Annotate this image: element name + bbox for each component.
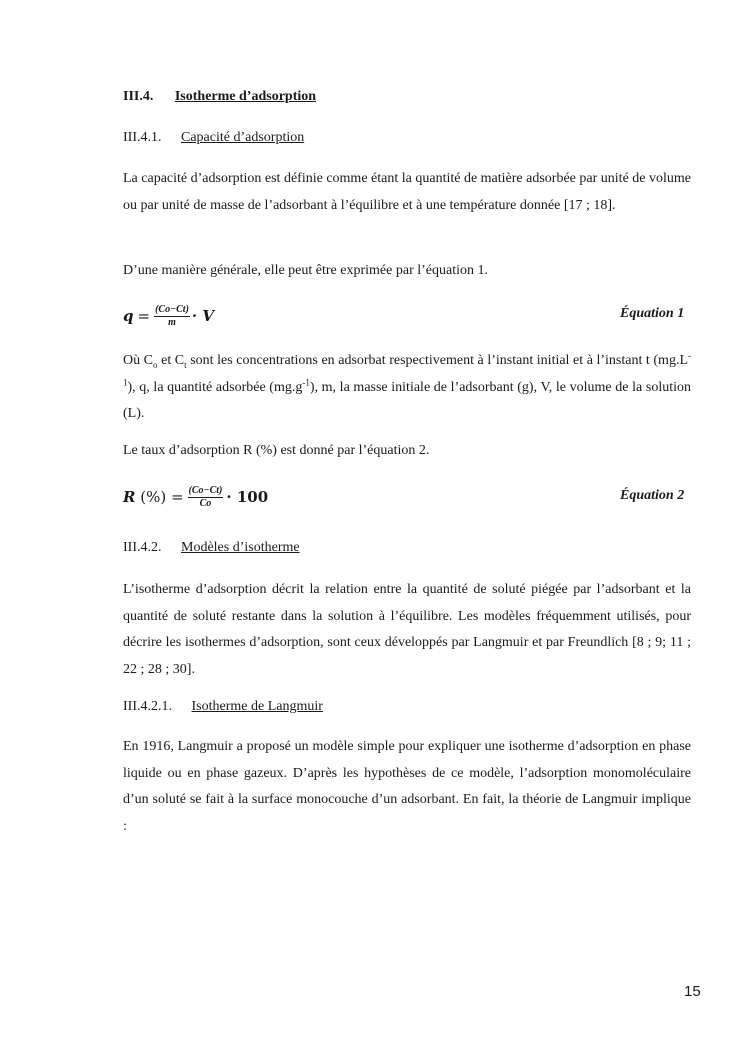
eq1-lhs: q	[123, 307, 134, 325]
paragraph-equation-intro: D’une manière générale, elle peut être exprimée par l’équation 1.	[123, 263, 488, 278]
var-sub-o: o	[153, 359, 158, 370]
equation-2	[123, 478, 268, 516]
var-text-d: ), q, la quantité adsorbée (mg.g	[127, 379, 303, 395]
paragraph-capacity-definition: La capacité d’adsorption est définie comme étant la quantité de matière adsorbée par unité de volume ou par unité de masse de l’adsorbant à l’équilibre et à une température donnée [17 ; 18].	[123, 171, 691, 213]
var-text-e: ), m, la masse initiale de l’adsorbant (g), V, le volume de la solution (L).	[123, 379, 691, 421]
eq2-numerator: (Co−Ct)	[188, 484, 223, 496]
subsection-title-2: Modèles d’isotherme	[181, 540, 300, 555]
var-sub-t: t	[184, 359, 187, 370]
eq1-equals: =	[137, 307, 151, 325]
subsection-title-1: Capacité d’adsorption	[181, 130, 305, 145]
var-text-b: et C	[157, 353, 185, 368]
subsection-number-2: III.4.2.	[123, 540, 162, 555]
eq1-rhs: · V	[191, 307, 215, 325]
section-heading	[123, 84, 316, 111]
equation-2-label: Équation 2	[620, 488, 685, 503]
subsubsection-heading	[123, 694, 323, 721]
eq1-denominator: m	[168, 316, 176, 328]
eq1-fraction	[154, 304, 190, 329]
paragraph-rate-intro: Le taux d’adsorption R (%) est donné par l’équation 2.	[123, 443, 430, 458]
page-number: 15	[684, 983, 701, 1000]
section-number: III.4.	[123, 89, 154, 104]
var-sup-2: -1	[302, 376, 310, 387]
paragraph-variables	[123, 348, 691, 428]
subsubsection-number: III.4.2.1.	[123, 699, 172, 714]
subsubsection-title: Isotherme de Langmuir	[191, 699, 323, 714]
var-sup-1: -1	[123, 350, 692, 387]
eq1-numerator: (Co−Ct)	[155, 303, 189, 315]
equation-1	[123, 298, 214, 334]
eq2-lhs: R	[123, 488, 136, 506]
section-title: Isotherme d’adsorption	[174, 89, 317, 104]
eq2-percent: (%)	[135, 488, 171, 506]
equation-1-label: Équation 1	[620, 306, 685, 321]
eq2-rhs: · 100	[226, 488, 269, 506]
subsection-number-1: III.4.1.	[123, 130, 162, 145]
eq2-fraction	[188, 485, 224, 510]
var-text-c: sont les concentrations en adsorbat respectivement à l’instant initial et à l’instant t (mg.L	[186, 353, 689, 368]
var-text-a: Où C	[123, 353, 154, 368]
paragraph-isotherm-models: L’isotherme d’adsorption décrit la relation entre la quantité de soluté piégée par l’adsorbant et la quantité de soluté restante dans la solution à l’équilibre. Les modèles fréquemment utilisés, pour décrire les isothermes d’adsorption, sont ceux développés par Langmuir et par Freundlich [8 ; 9; 11 ; 22 ; 28 ; 30].	[123, 582, 691, 677]
eq2-equals: =	[170, 488, 184, 506]
subsection-heading-2	[123, 535, 300, 562]
paragraph-langmuir: En 1916, Langmuir a proposé un modèle simple pour expliquer une isotherme d’adsorption en phase liquide ou en phase gazeux. D’après les hypothèses de ce modèle, l’adsorption monomoléculaire d’un soluté se fait à la surface monocouche d’un adsorbant. En fait, la théorie de Langmuir implique :	[123, 739, 691, 834]
subsection-heading-1	[123, 125, 304, 152]
eq2-denominator: Co	[199, 497, 212, 509]
